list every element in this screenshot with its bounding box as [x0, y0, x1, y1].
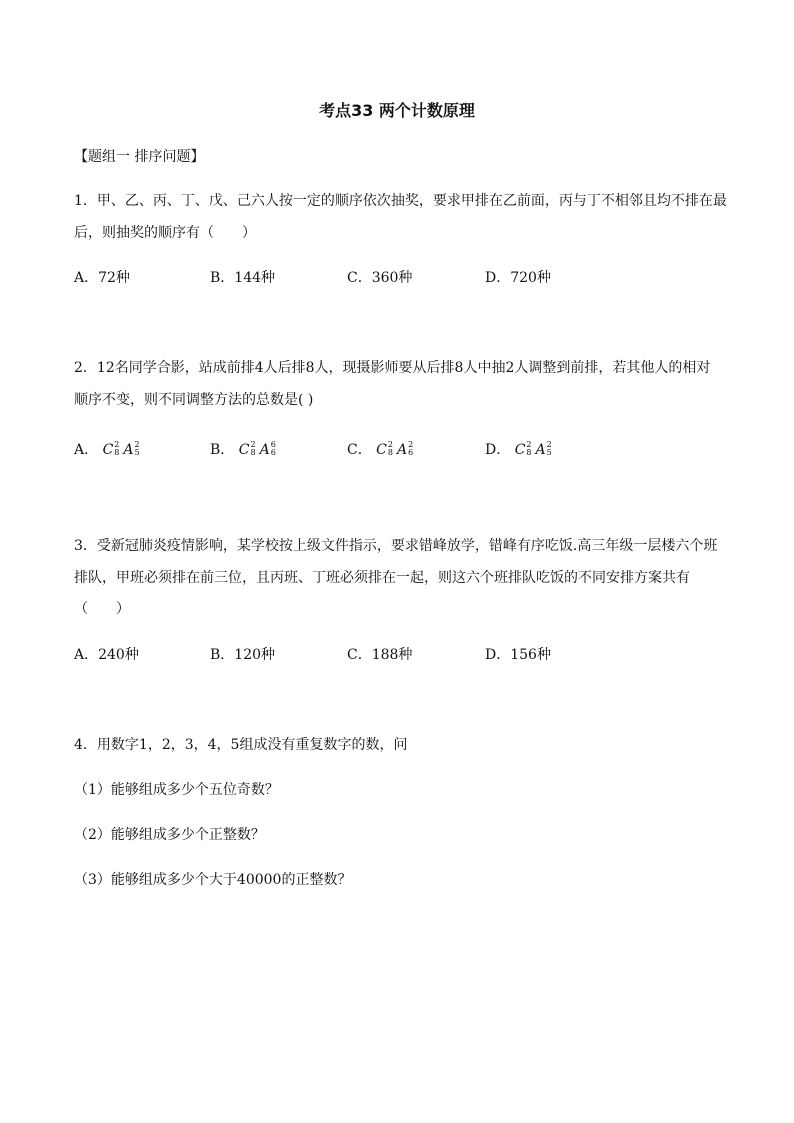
subscript: 8: [250, 448, 256, 457]
subscript: 5: [546, 448, 552, 457]
question-4-subquestion-3: （3）能够组成多少个大于40000的正整数？: [74, 872, 352, 888]
question-1-option-b: B．144种: [210, 270, 276, 286]
subscript: 8: [387, 448, 393, 457]
subscript: 6: [270, 448, 276, 457]
question-1-option-d: D．720种: [485, 270, 551, 286]
superscript: 2: [387, 440, 393, 449]
question-2-line-2: 顺序不变，则不同调整方法的总数是( ): [74, 392, 314, 408]
arrangement-symbol: A: [535, 442, 546, 458]
subscript: 6: [408, 448, 414, 457]
combination-symbol: C: [376, 442, 387, 458]
question-1-option-c: C．360种: [347, 270, 413, 286]
section-heading: 【题组一 排序问题】: [74, 149, 205, 165]
question-3-line-2: 排队，甲班必须排在前三位，且丙班、丁班必须排在一起，则这六个班排队吃饭的不同安排方案共有: [74, 570, 690, 586]
arrangement-symbol: A: [396, 442, 408, 458]
option-letter: C．: [347, 442, 372, 458]
combination-symbol: C: [102, 442, 114, 458]
question-2-line-1: 2．12名同学合影，站成前排4人后排8人，现摄影师要从后排8人中抽2人调整到前排，若其他人的相对: [74, 360, 711, 376]
superscript: 2: [134, 440, 140, 449]
question-4-line-1: 4．用数字1，2，3，4，5组成没有重复数字的数，问: [74, 737, 408, 753]
superscript: 2: [250, 440, 256, 449]
question-1-line-1: 1．甲、乙、丙、丁、戊、己六人按一定的顺序依次抽奖，要求甲排在乙前面，丙与丁不相邻且均不排在最: [74, 193, 727, 209]
question-3-line-3: （ ）: [74, 601, 130, 617]
arrangement-symbol: A: [123, 442, 134, 458]
subscript: 5: [134, 448, 140, 457]
question-3-option-a: A．240种: [74, 647, 139, 663]
page-title: 考点33 两个计数原理: [319, 101, 475, 120]
subscript: 8: [526, 448, 532, 457]
superscript: 2: [114, 440, 120, 449]
question-3-option-c: C．188种: [347, 647, 413, 663]
arrangement-symbol: A: [259, 442, 270, 458]
question-2-option-a: [74, 440, 144, 460]
option-letter: B．: [210, 442, 235, 458]
superscript: 2: [526, 440, 532, 449]
question-2-option-d: [485, 440, 556, 460]
question-2-option-c: [347, 440, 417, 460]
subscript: 8: [114, 448, 120, 457]
superscript: 6: [270, 440, 276, 449]
question-3-option-b: B．120种: [210, 647, 276, 663]
superscript: 2: [408, 440, 414, 449]
option-letter: A．: [74, 442, 99, 458]
combination-symbol: C: [238, 442, 250, 458]
question-3-option-d: D．156种: [485, 647, 551, 663]
question-1-line-2: 后，则抽奖的顺序有（ ）: [74, 225, 256, 241]
question-2-option-b: [210, 440, 280, 460]
question-1-option-a: A．72种: [74, 270, 130, 286]
question-4-subquestion-2: （2）能够组成多少个正整数？: [74, 827, 265, 843]
option-letter: D．: [485, 442, 511, 458]
question-3-line-1: 3．受新冠肺炎疫情影响，某学校按上级文件指示，要求错峰放学，错峰有序吃饭.高三年级一层楼六个班: [74, 538, 718, 554]
question-4-subquestion-1: （1）能够组成多少个五位奇数？: [74, 782, 279, 798]
combination-symbol: C: [514, 442, 526, 458]
superscript: 2: [546, 440, 552, 449]
